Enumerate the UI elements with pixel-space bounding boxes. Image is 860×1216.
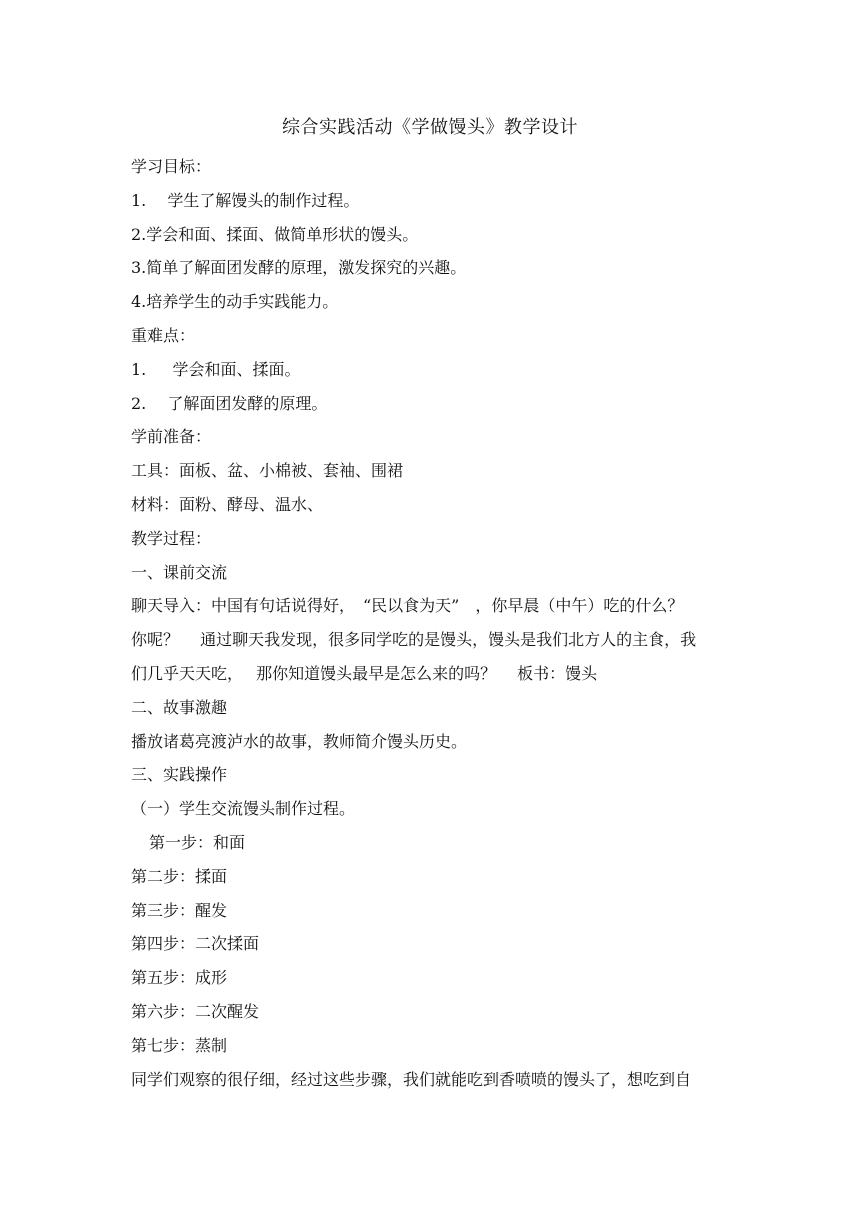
paragraph-line: 2.学会和面、揉面、做简单形状的馒头。 [131,224,419,244]
paragraph-line: 同学们观察的很仔细，经过这些步骤，我们就能吃到香喷喷的馒头了，想吃到自 [131,1069,692,1089]
paragraph-line: 播放诸葛亮渡泸水的故事，教师简介馒头历史。 [131,731,468,751]
paragraph-line: 第五步：成形 [131,968,228,988]
paragraph-line: 4.培养学生的动手实践能力。 [131,292,339,312]
paragraph-line: 学前准备： [131,427,212,447]
paragraph-line: 工具：面板、盆、小棉被、套袖、围裙 [131,461,404,481]
paragraph-line: 二、故事激趣 [131,697,228,717]
document-body [131,154,751,1100]
paragraph-line: 你呢？ 通过聊天我发现，很多同学吃的是馒头，馒头是我们北方人的主食，我 [131,630,697,650]
paragraph-line: 第一步：和面 [149,832,246,852]
paragraph-line: 们几乎天天吃， 那你知道馒头最早是怎么来的吗？ 板书：馒头 [131,663,598,683]
paragraph-line: （一）学生交流馒头制作过程。 [131,799,356,819]
paragraph-line: 学习目标： [131,157,212,176]
paragraph-line: 教学过程： [131,528,212,548]
paragraph-line: 重难点： [131,325,196,345]
paragraph-line: 第三步：醒发 [131,900,228,920]
paragraph-line: 2. 了解面团发酵的原理。 [131,393,328,413]
paragraph-line: 一、课前交流 [131,562,228,582]
paragraph-line: 3.简单了解面团发酵的原理，激发探究的兴趣。 [131,258,467,278]
paragraph-line: 第二步：揉面 [131,866,228,886]
paragraph-line: 1. 学生了解馒头的制作过程。 [131,190,360,210]
paragraph-line: 聊天导入：中国有句话说得好， “民以食为天” ，你早晨（中午）吃的什么？ [131,596,684,616]
paragraph-line: 1. 学会和面、揉面。 [131,359,301,379]
paragraph-line: 第七步：蒸制 [131,1035,228,1055]
paragraph-line: 三、实践操作 [131,765,228,785]
document-title: 综合实践活动《学做馒头》教学设计 [282,117,578,138]
paragraph-line: 材料：面粉、酵母、温水、 [131,494,324,514]
paragraph-line: 第六步：二次醒发 [131,1001,260,1021]
paragraph-line: 第四步：二次揉面 [131,934,260,954]
